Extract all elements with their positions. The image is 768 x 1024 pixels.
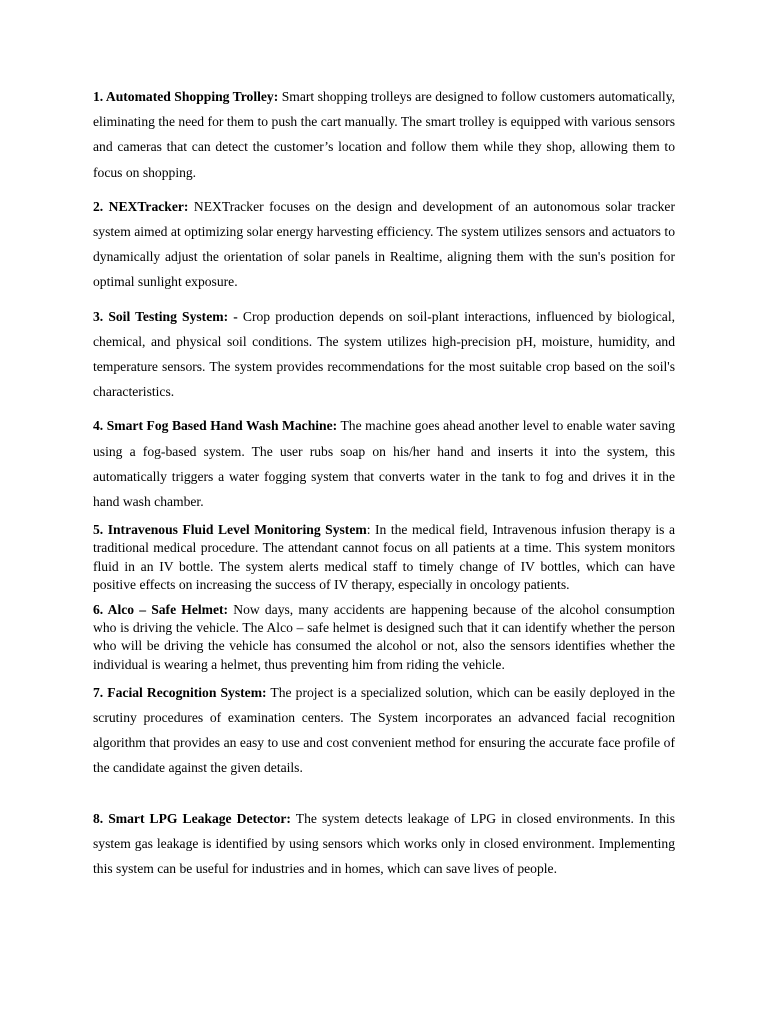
paragraph-smart-lpg-detector xyxy=(93,806,675,882)
paragraph-title: 7. Facial Recognition System: xyxy=(93,684,267,700)
paragraph-body: The machine goes ahead another level to enable water saving using a fog-based system. The user rubs soap on his/her hand and inserts it into the system, this automatically triggers a water fogging system that converts water in the tank to fog and drives it in the hand wash chamber. xyxy=(93,418,676,510)
paragraph-body: NEXTracker focuses on the design and development of an autonomous solar tracker system aimed at optimizing solar energy harvesting efficiency. The system utilizes sensors and actuators to dynamically adjust the orientation of solar panels in Realtime, aligning them with the sun's position for optimal sunlight exposure. xyxy=(93,198,675,290)
paragraph-body: : In the medical field, Intravenous infusion therapy is a traditional medical procedure. The attendant cannot focus on all patients at a time. This system monitors fluid in an IV bottle. The system alerts medical staff to timely change of IV bottles, which can have positive effects on increasing the success of IV therapy, especially in oncology patients. xyxy=(93,522,675,592)
paragraph-automated-shopping-trolley xyxy=(93,84,675,185)
paragraph-smart-fog-hand-wash xyxy=(93,413,675,514)
paragraph-title: 4. Smart Fog Based Hand Wash Machine: xyxy=(93,418,338,434)
paragraph-alco-safe-helmet xyxy=(93,601,675,674)
document-page xyxy=(93,84,675,881)
paragraph-title: 3. Soil Testing System: - xyxy=(93,308,238,324)
paragraph-title: 6. Alco – Safe Helmet: xyxy=(93,602,229,618)
paragraph-facial-recognition-system xyxy=(93,680,675,781)
paragraph-title: 2. NEXTracker: xyxy=(93,198,189,214)
paragraph-body: Now days, many accidents are happening because of the alcohol consumption who is driving the vehicle. The Alco – safe helmet is designed such that it can identify whether the person who will be driving the vehicle has consumed the alcohol or not, also the sensors identifies whether the individual is wearing a helmet, thus preventing him from riding the vehicle. xyxy=(93,602,675,672)
paragraph-iv-fluid-monitoring xyxy=(93,521,675,594)
paragraph-soil-testing-system xyxy=(93,304,675,405)
paragraph-body: Crop production depends on soil-plant interactions, influenced by biological, chemical, and physical soil conditions. The system utilizes high-precision pH, moisture, humidity, and temperature sensors. The system provides recommendations for the most suitable crop based on the soil's characteristics. xyxy=(93,308,676,400)
paragraph-body: Smart shopping trolleys are designed to follow customers automatically, eliminating the need for them to push the cart manually. The smart trolley is equipped with various sensors and cameras that can detect the customer’s location and follow them while they shop, allowing them to focus on shopping. xyxy=(93,89,676,180)
paragraph-title: 5. Intravenous Fluid Level Monitoring System xyxy=(93,522,367,538)
paragraph-title: 1. Automated Shopping Trolley: xyxy=(93,89,279,104)
paragraph-title: 8. Smart LPG Leakage Detector: xyxy=(93,810,291,826)
paragraph-body: The project is a specialized solution, which can be easily deployed in the scrutiny procedures of examination centers. The System incorporates an advanced facial recognition algorithm that provides an easy to use and cost convenient method for ensuring the accurate face profile of the candidate against the given details. xyxy=(93,684,675,776)
paragraph-body: The system detects leakage of LPG in closed environments. In this system gas leakage is identified by using sensors which works only in closed environment. Implementing this system can be useful for industries and in homes, which can save lives of people. xyxy=(93,810,675,877)
paragraph-nextracker xyxy=(93,194,675,295)
